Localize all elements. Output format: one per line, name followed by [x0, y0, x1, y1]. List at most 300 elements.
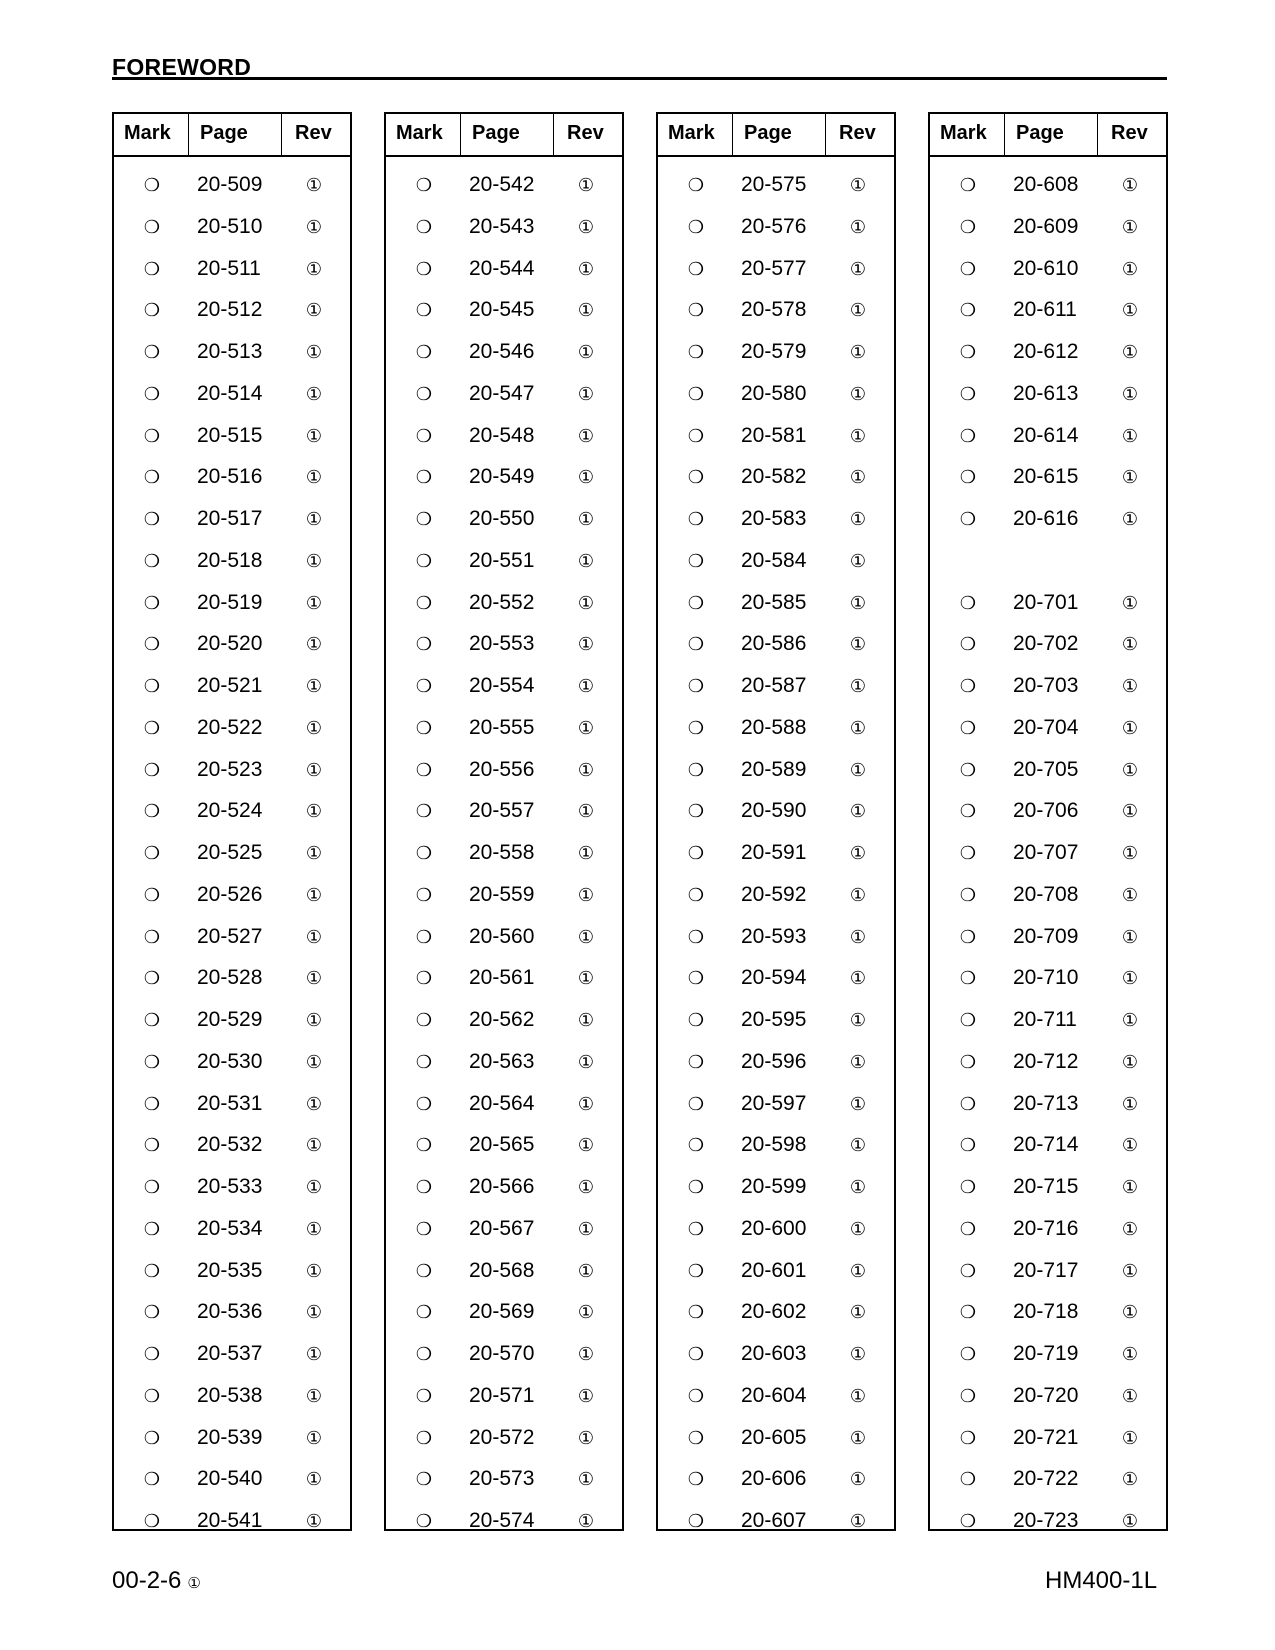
page-number: 20-573	[469, 1467, 535, 1491]
mark-circle-icon: ❍	[143, 1302, 161, 1323]
page-number: 20-583	[741, 507, 807, 530]
revision-mark: ①	[1121, 300, 1139, 321]
revision-mark: ①	[577, 1344, 595, 1364]
table-row	[930, 1502, 1166, 1540]
page-number: 20-593	[741, 924, 807, 948]
revision-mark: ①	[1121, 425, 1139, 446]
header-divider	[460, 114, 461, 155]
table-header	[930, 114, 1166, 157]
revision-mark: ①	[849, 843, 867, 863]
revision-mark: ①	[577, 634, 595, 655]
page-number: 20-525	[197, 841, 263, 864]
page-number: 20-563	[469, 1049, 535, 1073]
page-title: FOREWORD	[112, 54, 252, 80]
mark-circle-icon: ❍	[959, 258, 977, 279]
table-row	[386, 1043, 622, 1081]
mark-circle-icon: ❍	[143, 300, 161, 321]
mark-circle-icon: ❍	[959, 968, 977, 989]
revision-mark: ①	[305, 1218, 323, 1239]
mark-circle-icon: ❍	[687, 801, 705, 822]
mark-circle-icon: ❍	[415, 258, 433, 279]
page-number: 20-582	[741, 465, 807, 489]
mark-circle-icon: ❍	[415, 175, 433, 195]
table-row	[930, 918, 1166, 956]
revision-mark: ①	[577, 1218, 595, 1239]
table-row	[930, 667, 1166, 705]
mark-circle-icon: ❍	[143, 1469, 161, 1490]
table-row	[658, 667, 894, 705]
table-row	[114, 1085, 350, 1123]
table-row	[386, 458, 622, 496]
revision-mark: ①	[577, 216, 595, 237]
table-row	[658, 1043, 894, 1081]
footer-page-number	[112, 1567, 201, 1595]
table-row	[930, 1293, 1166, 1331]
mark-circle-icon: ❍	[959, 383, 977, 404]
mark-circle-icon: ❍	[143, 216, 161, 237]
page-number: 20-546	[469, 340, 535, 363]
page-number: 20-577	[741, 256, 807, 280]
page-number: 20-540	[197, 1467, 263, 1491]
table-row	[386, 291, 622, 329]
header-rev: Rev	[567, 122, 604, 144]
revision-mark: ①	[1121, 801, 1139, 822]
mark-circle-icon: ❍	[143, 258, 161, 279]
revision-mark: ①	[305, 1302, 323, 1323]
table-row	[114, 333, 350, 371]
page-number: 20-527	[197, 924, 263, 948]
page-number: 20-703	[1013, 674, 1079, 697]
page-number: 20-533	[197, 1175, 263, 1198]
table-row	[114, 667, 350, 705]
revision-mark: ①	[577, 175, 595, 195]
page-number: 20-518	[197, 548, 263, 572]
table-header	[114, 114, 350, 157]
page-number: 20-609	[1013, 214, 1079, 238]
page-number: 20-576	[741, 214, 807, 238]
mark-circle-icon: ❍	[687, 759, 705, 780]
table-row	[386, 876, 622, 914]
page-number: 20-555	[469, 715, 535, 739]
revision-mark: ①	[1121, 1177, 1139, 1197]
mark-circle-icon: ❍	[143, 1051, 161, 1072]
revision-mark: ①	[849, 1427, 867, 1448]
table-row	[658, 918, 894, 956]
mark-circle-icon: ❍	[687, 1135, 705, 1156]
revision-mark: ①	[849, 1010, 867, 1030]
revision-mark: ①	[305, 258, 323, 279]
page-number: 20-519	[197, 590, 263, 614]
mark-circle-icon: ❍	[687, 509, 705, 529]
mark-circle-icon: ❍	[415, 1051, 433, 1072]
page-number: 20-595	[741, 1008, 807, 1031]
revision-mark: ①	[577, 717, 595, 738]
mark-circle-icon: ❍	[959, 1511, 977, 1531]
mark-circle-icon: ❍	[143, 1260, 161, 1281]
table-row	[658, 792, 894, 830]
mark-circle-icon: ❍	[959, 801, 977, 822]
mark-circle-icon: ❍	[687, 216, 705, 237]
mark-circle-icon: ❍	[143, 425, 161, 446]
mark-circle-icon: ❍	[959, 300, 977, 321]
mark-circle-icon: ❍	[143, 1010, 161, 1030]
mark-circle-icon: ❍	[959, 1135, 977, 1156]
page-number: 20-716	[1013, 1216, 1079, 1240]
page-number: 20-589	[741, 757, 807, 781]
mark-circle-icon: ❍	[959, 1427, 977, 1448]
revision-mark: ①	[849, 634, 867, 655]
table-row	[386, 1293, 622, 1331]
revision-mark: ①	[577, 801, 595, 822]
table-header	[658, 114, 894, 157]
revision-mark: ①	[1121, 1135, 1139, 1156]
mark-circle-icon: ❍	[687, 1427, 705, 1448]
page-number: 20-565	[469, 1133, 535, 1157]
table-row	[114, 458, 350, 496]
header-divider	[732, 114, 733, 155]
revision-mark: ①	[305, 550, 323, 571]
table-row	[114, 751, 350, 789]
table-row	[114, 876, 350, 914]
page-number: 20-562	[469, 1008, 535, 1031]
mark-circle-icon: ❍	[415, 1302, 433, 1323]
table-row	[930, 709, 1166, 747]
mark-circle-icon: ❍	[415, 1093, 433, 1114]
page-number: 20-579	[741, 340, 807, 363]
table-row	[386, 959, 622, 997]
mark-circle-icon: ❍	[959, 1385, 977, 1406]
revision-mark: ①	[1121, 175, 1139, 195]
revision-mark: ①	[849, 216, 867, 237]
header-divider	[1004, 114, 1005, 155]
page-number: 20-702	[1013, 632, 1079, 656]
page-number: 20-590	[741, 799, 807, 823]
table-row	[114, 792, 350, 830]
revision-mark: ①	[849, 717, 867, 738]
mark-circle-icon: ❍	[143, 843, 161, 863]
table-row	[658, 208, 894, 246]
table-row	[114, 584, 350, 622]
revision-mark: ①	[305, 968, 323, 989]
page-number: 20-575	[741, 173, 807, 196]
mark-circle-icon: ❍	[415, 383, 433, 404]
table-row	[386, 625, 622, 663]
mark-circle-icon: ❍	[687, 1177, 705, 1197]
page-number: 20-572	[469, 1425, 535, 1449]
mark-circle-icon: ❍	[687, 383, 705, 404]
table-row	[658, 751, 894, 789]
revision-mark: ①	[849, 926, 867, 947]
table-row	[930, 1335, 1166, 1373]
header-mark: Mark	[124, 122, 171, 144]
page-number: 20-535	[197, 1258, 263, 1282]
mark-circle-icon: ❍	[959, 1302, 977, 1323]
footer-model: HM400-1L	[1045, 1567, 1158, 1594]
page-number: 20-570	[469, 1342, 535, 1365]
page-number: 20-612	[1013, 340, 1079, 363]
page-number: 20-537	[197, 1342, 263, 1365]
mark-circle-icon: ❍	[415, 342, 433, 362]
revision-mark: ①	[1121, 1218, 1139, 1239]
revision-mark: ①	[305, 884, 323, 905]
table-row	[658, 1460, 894, 1498]
page-number: 20-522	[197, 715, 263, 739]
revision-table-3	[656, 112, 896, 1531]
revision-mark: ①	[305, 1260, 323, 1281]
table-row	[114, 918, 350, 956]
page-number: 20-594	[741, 966, 807, 990]
revision-mark: ①	[577, 1302, 595, 1323]
revision-mark: ①	[1121, 1511, 1139, 1531]
page-number: 20-584	[741, 548, 807, 572]
page-number: 20-510	[197, 214, 263, 238]
table-row	[930, 584, 1166, 622]
revision-mark: ①	[1121, 1010, 1139, 1030]
mark-circle-icon: ❍	[687, 968, 705, 989]
mark-circle-icon: ❍	[415, 634, 433, 655]
revision-mark: ①	[849, 801, 867, 822]
revision-mark: ①	[305, 1427, 323, 1448]
page-number: 20-610	[1013, 256, 1079, 280]
page-number: 20-720	[1013, 1383, 1079, 1407]
page-number: 20-548	[469, 423, 535, 447]
page-number: 20-538	[197, 1383, 263, 1407]
page-number: 20-536	[197, 1300, 263, 1324]
table-row	[114, 1419, 350, 1457]
revision-mark	[1120, 542, 1140, 580]
mark-circle-icon: ❍	[687, 1511, 705, 1531]
table-row	[930, 208, 1166, 246]
page-number: 20-544	[469, 256, 535, 280]
page-number: 20-701	[1013, 590, 1079, 614]
revision-mark: ①	[849, 300, 867, 321]
revision-mark: ①	[305, 801, 323, 822]
page-number: 20-541	[197, 1509, 263, 1532]
page-number: 20-517	[197, 507, 263, 530]
revision-mark: ①	[1121, 216, 1139, 237]
revision-mark: ①	[1121, 467, 1139, 488]
page-number: 20-551	[469, 548, 535, 572]
header-rev: Rev	[1111, 122, 1148, 144]
mark-circle-icon: ❍	[143, 676, 161, 696]
mark-circle-icon: ❍	[959, 1093, 977, 1114]
mark-circle-icon: ❍	[415, 425, 433, 446]
revision-mark: ①	[849, 1051, 867, 1072]
revision-mark: ①	[305, 843, 323, 863]
page-number: 20-571	[469, 1383, 535, 1407]
mark-circle-icon: ❍	[959, 634, 977, 655]
header-divider	[553, 114, 554, 155]
revision-mark: ①	[577, 884, 595, 905]
revision-mark: ①	[1121, 968, 1139, 989]
header-mark: Mark	[940, 122, 987, 144]
revision-mark: ①	[305, 759, 323, 780]
page-number: 20-592	[741, 882, 807, 906]
revision-mark: ①	[305, 1135, 323, 1156]
revision-mark: ①	[1121, 258, 1139, 279]
table-row	[114, 208, 350, 246]
mark-circle-icon: ❍	[143, 1344, 161, 1364]
mark-circle-icon: ❍	[959, 425, 977, 446]
table-row	[114, 625, 350, 663]
table-row	[114, 1252, 350, 1290]
mark-circle-icon: ❍	[415, 1260, 433, 1281]
revision-mark: ①	[849, 1135, 867, 1156]
mark-circle-icon: ❍	[415, 926, 433, 947]
revision-mark: ①	[305, 216, 323, 237]
mark-circle-icon: ❍	[687, 592, 705, 613]
revision-mark: ①	[305, 175, 323, 195]
table-row	[930, 876, 1166, 914]
revision-mark: ①	[849, 1260, 867, 1281]
revision-mark: ①	[849, 1385, 867, 1406]
revision-mark: ①	[577, 1093, 595, 1114]
page-number: 20-715	[1013, 1175, 1079, 1198]
revision-mark: ①	[849, 467, 867, 488]
page-number: 20-605	[741, 1425, 807, 1449]
mark-circle-icon: ❍	[415, 801, 433, 822]
page-number: 20-515	[197, 423, 263, 447]
mark-circle-icon: ❍	[959, 1051, 977, 1072]
revision-mark: ①	[849, 1218, 867, 1239]
mark-circle-icon: ❍	[959, 175, 977, 195]
revision-mark: ①	[1121, 1260, 1139, 1281]
page-number: 20-722	[1013, 1467, 1079, 1491]
mark-circle-icon: ❍	[415, 509, 433, 529]
header-divider	[188, 114, 189, 155]
revision-mark: ①	[1121, 592, 1139, 613]
table-row	[114, 417, 350, 455]
table-row	[930, 1460, 1166, 1498]
page-number: 20-532	[197, 1133, 263, 1157]
page-number: 20-524	[197, 799, 263, 823]
mark-circle-icon: ❍	[415, 1511, 433, 1531]
mark-circle-icon: ❍	[959, 509, 977, 529]
page-number: 20-707	[1013, 841, 1079, 864]
header-page: Page	[744, 122, 792, 144]
table-row	[658, 542, 894, 580]
table-row	[930, 1419, 1166, 1457]
table-row	[386, 1460, 622, 1498]
table-row	[930, 834, 1166, 872]
table-row	[386, 667, 622, 705]
mark-circle-icon: ❍	[687, 717, 705, 738]
table-row	[658, 1252, 894, 1290]
revision-mark: ①	[577, 425, 595, 446]
table-row	[386, 1502, 622, 1540]
revision-mark: ①	[577, 509, 595, 529]
revision-mark: ①	[305, 300, 323, 321]
mark-circle-icon: ❍	[415, 717, 433, 738]
page-number: 20-604	[741, 1383, 807, 1407]
table-row	[386, 584, 622, 622]
page-number: 20-586	[741, 632, 807, 656]
table-row	[114, 1001, 350, 1039]
mark-circle-icon: ❍	[143, 1427, 161, 1448]
table-row	[386, 333, 622, 371]
table-row	[114, 166, 350, 204]
page-number: 20-569	[469, 1300, 535, 1324]
table-row	[658, 959, 894, 997]
page-number: 20-553	[469, 632, 535, 656]
revision-mark: ①	[849, 1093, 867, 1114]
revision-mark: ①	[305, 717, 323, 738]
revision-mark: ①	[1121, 926, 1139, 947]
table-row	[114, 1377, 350, 1415]
mark-circle-icon: ❍	[415, 1344, 433, 1364]
page-number: 20-520	[197, 632, 263, 656]
table-row	[386, 250, 622, 288]
mark-circle-icon: ❍	[143, 884, 161, 905]
page-number: 20-561	[469, 966, 535, 990]
mark-circle-icon: ❍	[959, 1010, 977, 1030]
mark-circle-icon: ❍	[143, 759, 161, 780]
revision-mark: ①	[849, 258, 867, 279]
mark-circle-icon: ❍	[143, 634, 161, 655]
table-row	[658, 291, 894, 329]
mark-circle-icon: ❍	[415, 759, 433, 780]
page-number: 20-564	[469, 1091, 535, 1115]
revision-mark: ①	[1121, 759, 1139, 780]
page-number: 20-512	[197, 298, 263, 322]
table-row	[386, 1419, 622, 1457]
mark-circle-icon: ❍	[687, 634, 705, 655]
table-row	[930, 500, 1166, 538]
mark-circle-icon: ❍	[687, 425, 705, 446]
revision-mark: ①	[577, 1511, 595, 1531]
mark-circle-icon: ❍	[687, 1302, 705, 1323]
table-row	[658, 1126, 894, 1164]
table-row	[386, 1085, 622, 1123]
table-row	[930, 625, 1166, 663]
mark-circle-icon: ❍	[959, 843, 977, 863]
table-row	[930, 1168, 1166, 1206]
revision-mark: ①	[577, 1427, 595, 1448]
page-number: 20-719	[1013, 1342, 1079, 1365]
table-row	[658, 417, 894, 455]
mark-circle-icon: ❍	[143, 383, 161, 404]
revision-mark: ①	[1121, 843, 1139, 863]
mark-circle-icon: ❍	[143, 1385, 161, 1406]
table-row	[114, 250, 350, 288]
page-number: 20-709	[1013, 924, 1079, 948]
revision-mark: ①	[849, 1302, 867, 1323]
page-number: 20-566	[469, 1175, 535, 1198]
table-row	[930, 291, 1166, 329]
mark-circle-icon: ❍	[959, 926, 977, 947]
mark-circle-icon: ❍	[143, 175, 161, 195]
header-mark: Mark	[668, 122, 715, 144]
revision-mark: ①	[305, 1010, 323, 1030]
page-number: 20-523	[197, 757, 263, 781]
revision-mark: ①	[577, 676, 595, 696]
page-number: 20-516	[197, 465, 263, 489]
mark-circle-icon: ❍	[687, 342, 705, 362]
page-number: 20-615	[1013, 465, 1079, 489]
table-row	[114, 1293, 350, 1331]
revision-mark: ①	[1121, 1469, 1139, 1490]
footer-rev-mark: ①	[187, 1575, 201, 1592]
table-row	[386, 709, 622, 747]
mark-circle-icon: ❍	[959, 1344, 977, 1364]
mark-circle-icon: ❍	[143, 1093, 161, 1114]
page-number: 20-529	[197, 1008, 263, 1031]
revision-mark: ①	[849, 425, 867, 446]
table-row	[386, 417, 622, 455]
table-header	[386, 114, 622, 157]
page-number: 20-554	[469, 674, 535, 697]
revision-mark: ①	[1121, 634, 1139, 655]
